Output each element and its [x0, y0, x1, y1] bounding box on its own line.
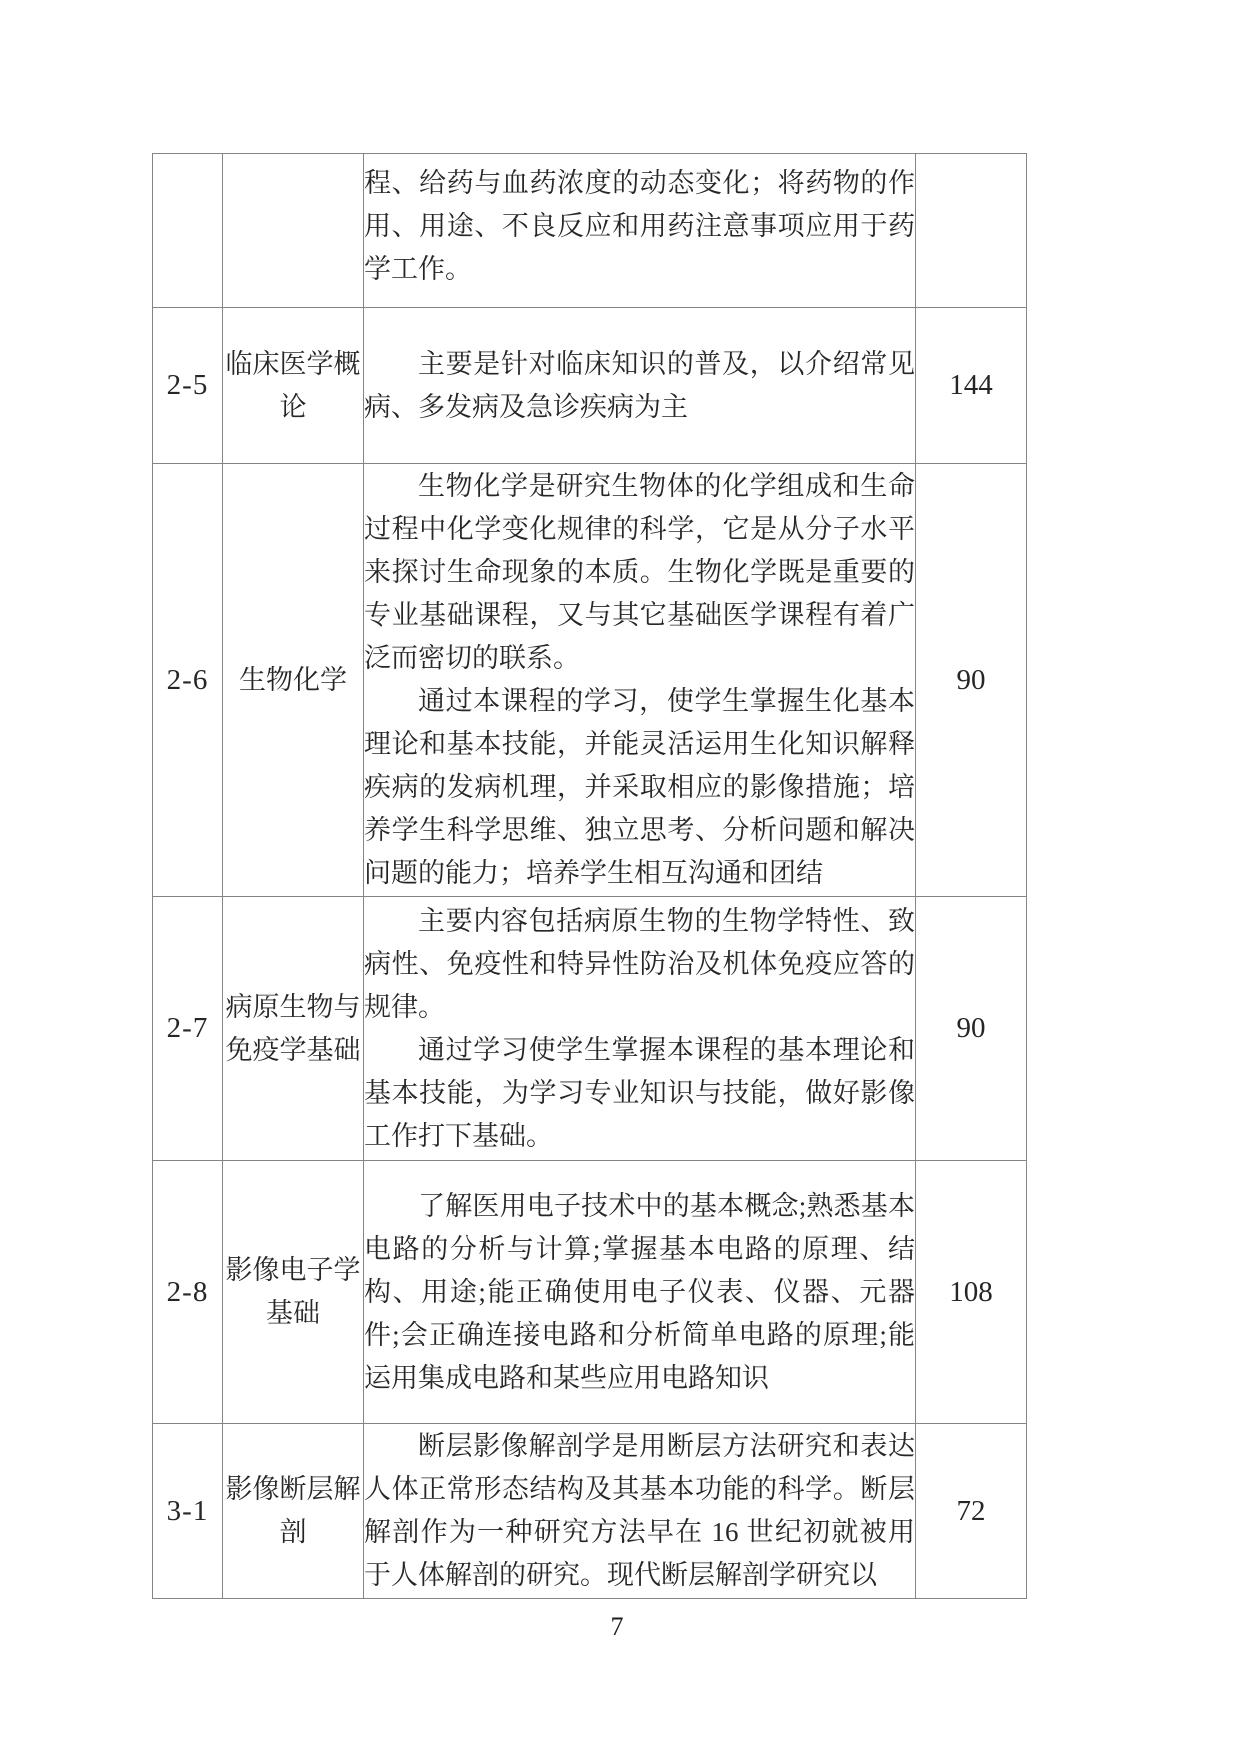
course-title-cell: 影像断层解剖 [223, 1424, 364, 1599]
course-title-cell [223, 154, 364, 308]
desc-paragraph: 断层影像解剖学是用断层方法研究和表达人体正常形态结构及其基本功能的科学。断层解剖作为一种研究方法早在 16 世纪初就被用于人体解剖的研究。现代断层解剖学研究以 [364, 1431, 915, 1590]
row-id-cell: 3-1 [153, 1424, 223, 1599]
hours-cell: 144 [916, 308, 1027, 464]
hours-cell [916, 154, 1027, 308]
row-id-cell: 2-7 [153, 897, 223, 1161]
row-id-cell: 2-5 [153, 308, 223, 464]
course-desc-cell [364, 154, 916, 308]
table-row [153, 308, 1027, 464]
hours-cell: 90 [916, 464, 1027, 897]
table-row [153, 1161, 1027, 1424]
desc-paragraph: 生物化学是研究生物体的化学组成和生命过程中化学变化规律的科学，它是从分子水平来探讨生命现象的本质。生物化学既是重要的专业基础课程，又与其它基础医学课程有着广泛而密切的联系。 [364, 471, 915, 673]
course-title-cell: 影像电子学基础 [223, 1161, 364, 1424]
course-desc-cell [364, 308, 916, 464]
desc-paragraph: 通过学习使学生掌握本课程的基本理论和基本技能，为学习专业知识与技能，做好影像工作打下基础。 [364, 1034, 915, 1151]
table-row [153, 464, 1027, 897]
row-id-cell: 2-8 [153, 1161, 223, 1424]
course-title-cell: 病原生物与免疫学基础 [223, 897, 364, 1161]
table-row [153, 154, 1027, 308]
hours-cell: 72 [916, 1424, 1027, 1599]
page-number: 7 [610, 1612, 624, 1641]
table-row [153, 897, 1027, 1161]
row-id-cell: 2-6 [153, 464, 223, 897]
desc-paragraph: 通过本课程的学习，使学生掌握生化基本理论和基本技能，并能灵活运用生化知识解释疾病的发病机理，并采取相应的影像措施；培养学生科学思维、独立思考、分析问题和解决问题的能力；培养学生相互沟通和团结 [364, 686, 915, 888]
course-desc-cell [364, 897, 916, 1161]
table-row [153, 1424, 1027, 1599]
desc-paragraph: 主要是针对临床知识的普及，以介绍常见病、多发病及急诊疾病为主 [364, 348, 915, 422]
desc-paragraph: 程、给药与血药浓度的动态变化；将药物的作用、用途、不良反应和用药注意事项应用于药学工作。 [364, 168, 915, 284]
desc-paragraph: 了解医用电子技术中的基本概念;熟悉基本电路的分析与计算;掌握基本电路的原理、结构、用途;能正确使用电子仪表、仪器、元器件;会正确连接电路和分析简单电路的原理;能运用集成电路和某些应用电路知识 [364, 1190, 915, 1393]
hours-cell: 90 [916, 897, 1027, 1161]
hours-cell: 108 [916, 1161, 1027, 1424]
course-table-body [153, 154, 1027, 1599]
course-title-cell: 临床医学概论 [223, 308, 364, 464]
course-desc-cell [364, 1424, 916, 1599]
course-desc-cell [364, 1161, 916, 1424]
course-desc-cell [364, 464, 916, 897]
desc-paragraph: 主要内容包括病原生物的生物学特性、致病性、免疫性和特异性防治及机体免疫应答的规律。 [364, 905, 915, 1022]
course-table [152, 153, 1027, 1599]
course-title-cell: 生物化学 [223, 464, 364, 897]
row-id-cell [153, 154, 223, 308]
